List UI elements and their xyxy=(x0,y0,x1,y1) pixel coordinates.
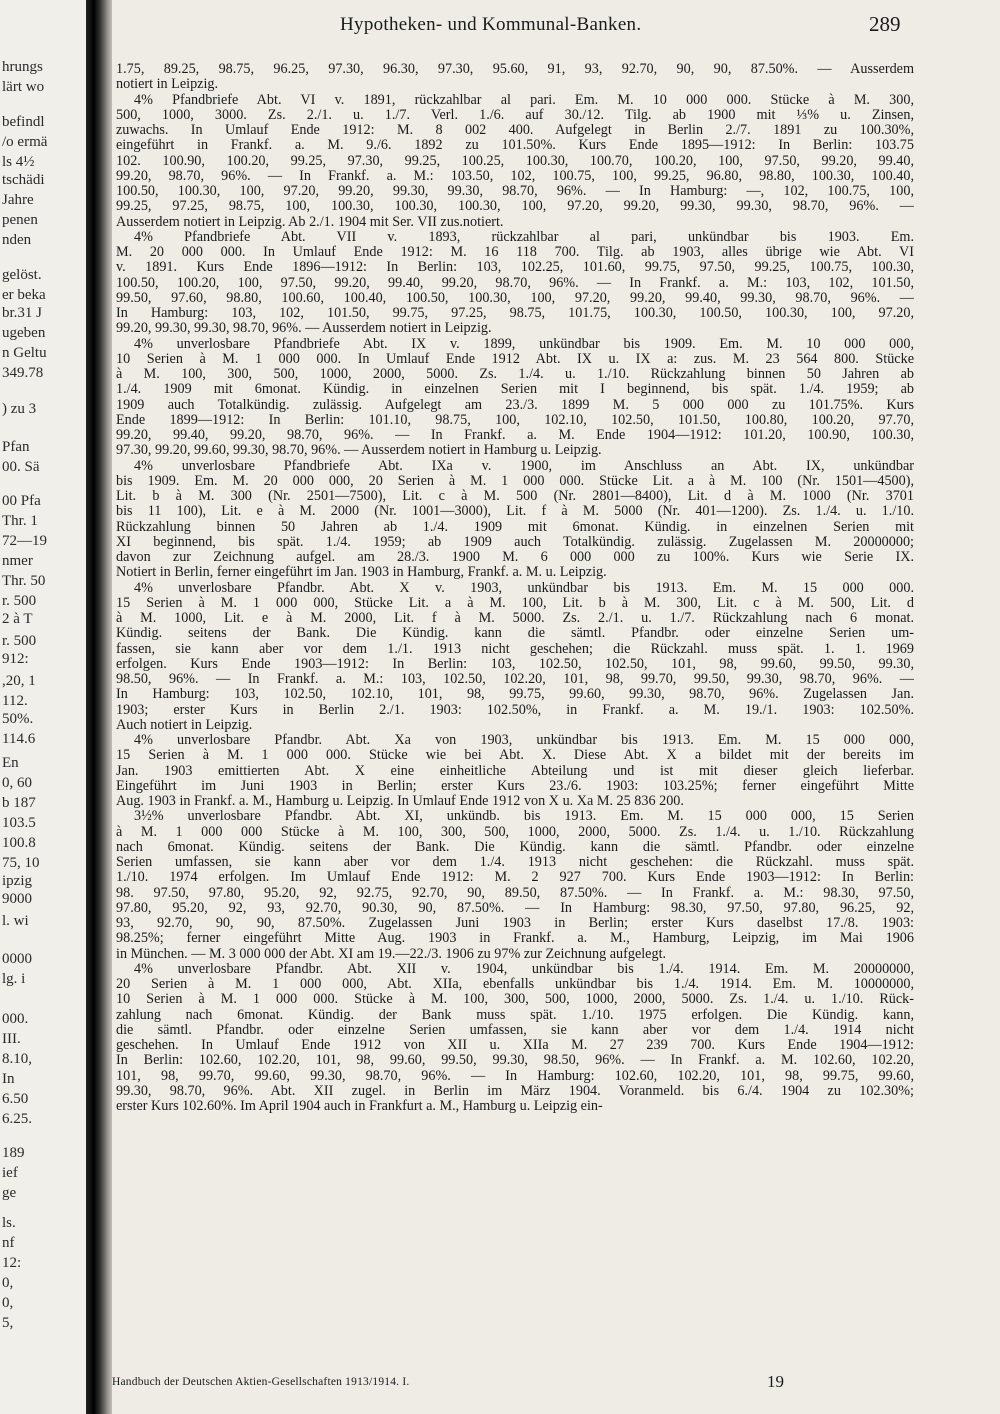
text-line: 20 Serien à M. 1 000 000, Abt. XIIa, ebenfalls unkündbar bis 1./4. 1914. Em. M. 10000000, xyxy=(116,977,914,992)
left-margin-fragment: 0, xyxy=(2,1295,14,1311)
paragraph xyxy=(116,809,914,962)
text-line: à M. 1 000 000 Stücke à M. 100, 300, 500, 1000, 2000, 5000. Zs. 1./4. u. 1./10. Rückzahlung xyxy=(116,824,914,840)
left-margin-fragment: 72—19 xyxy=(2,533,47,549)
left-margin-fragment: r. 500 xyxy=(2,593,37,609)
text-line: nach 6monat. Kündig. seitens der Bank. Die Kündig. kann die sämtl. Pfandbr. oder einzelne xyxy=(116,839,914,855)
text-line: Lit. b à M. 300 (Nr. 2501—7500), Lit. c à M. 500 (Nr. 2801—8400), Lit. d à M. 1000 (Nr. 3701 xyxy=(116,489,914,504)
paragraph xyxy=(116,733,914,809)
left-margin-fragment: 5, xyxy=(2,1315,14,1331)
page-footer xyxy=(112,1372,912,1394)
left-margin-fragment: 000. xyxy=(2,1011,29,1027)
paragraph xyxy=(116,230,914,337)
text-line: In Berlin: 102.60, 102.20, 101, 98, 99.60, 99.50, 99.30, 98.50, 96%. — In Frankf. a. M. 102.60, 102.20, xyxy=(116,1053,914,1069)
text-line: Kündig. seitens der Bank. Die Kündig. kann die sämtl. Pfandbr. oder einzelne Serien um- xyxy=(116,626,914,642)
left-margin-fragment: lärt wo xyxy=(2,79,45,95)
left-margin-fragment: nden xyxy=(2,232,32,248)
text-line: 99.30, 98.70, 96%. Abt. XII zugel. in Berlin im März 1904. Voranmeld. bis 6./4. 1904 zu 102.30%; xyxy=(116,1083,914,1099)
left-margin-fragment: ugeben xyxy=(2,325,46,341)
left-margin-fragment: 12: xyxy=(2,1255,22,1271)
left-margin-fragment: hrungs xyxy=(2,59,43,75)
left-margin-fragment: 100.8 xyxy=(2,835,36,851)
text-line: 1909 auch Totalkündig. zulässig. Aufgelegt am 23./3. 1899 M. 5 000 000 zu 101.75%. Kurs xyxy=(116,397,914,413)
left-margin-fragment: er beka xyxy=(2,287,46,303)
text-line: 99.20, 99.40, 99.20, 98.70, 96%. — In Frankf. a. M. Ende 1904—1912: 101.20, 100.90, 100.30, xyxy=(116,428,914,443)
text-line: Serien umfassen, sie kann aber vor dem 1./4. 1913 nicht geschehen: die Rückzahl. muss spät. xyxy=(116,855,914,870)
text-line: Aug. 1903 in Frankf. a. M., Hamburg u. Leipzig. In Umlauf Ende 1912 von X u. Xa M. 25 836 200. xyxy=(116,794,684,809)
text-line: Auch notiert in Leipzig. xyxy=(116,717,253,733)
text-line: M. 20 000 000. In Umlauf Ende 1912: M. 16 118 700. Tilg. ab 1903, alles übrige wie Abt. VI xyxy=(116,245,914,260)
text-line: 4% Pfandbriefe Abt. VII v. 1893, rückzahlbar al pari, unkündbar bis 1903. Em. xyxy=(134,229,914,245)
text-line: Eingeführt im Juni 1903 in Berlin; erster Kurs 23./6. 1903: 103.25%; ferner eingeführt Mitte xyxy=(116,778,914,794)
left-margin-fragment: nf xyxy=(2,1235,15,1251)
left-margin-fragment: /o ermä xyxy=(2,134,48,150)
text-line: 97.80, 95.20, 92, 93, 92.70, 90.30, 90, 87.50%. — In Hamburg: 98.30, 97.50, 97.80, 96.25, 92, xyxy=(116,900,914,916)
left-margin-fragment: 103.5 xyxy=(2,815,36,831)
left-margin-fragment: 114.6 xyxy=(2,731,36,747)
text-line: geschehen. In Umlauf Ende 1912 von XII u. XIIa M. 27 239 700. Kurs Ende 1904—1912: xyxy=(116,1038,914,1053)
text-line: Ende 1899—1912: In Berlin: 101.10, 98.75, 100, 102.10, 102.50, 101.50, 100.80, 100.20, 97.70, xyxy=(116,412,914,428)
left-margin-fragment: Thr. 50 xyxy=(2,573,46,589)
left-margin-fragment: Pfan xyxy=(2,439,30,455)
left-margin-fragment: r. 500 xyxy=(2,633,37,649)
text-line: 100.50, 100.30, 100, 97.20, 99.20, 99.30, 99.30, 98.70, 96%. — In Hamburg: —, 102, 100.75, 100, xyxy=(116,184,914,199)
paragraph xyxy=(116,93,914,230)
text-line: erster Kurs 102.60%. Im April 1904 auch in Frankfurt a. M., Hamburg u. Leipzig ein- xyxy=(116,1099,603,1114)
left-margin-fragment: 00 Pfa xyxy=(2,493,41,509)
text-line: fassen, sie kann aber vor dem 1./1. 1913 nicht geschehen; die Rückzahl. muss spät. 1. 1. 1969 xyxy=(116,641,914,657)
text-line: Jan. 1903 emittierten Abt. X eine einheitliche Abteilung und ist mit dieser gleich lieferbar. xyxy=(116,763,914,779)
running-title: Hypotheken- und Kommunal-Banken. xyxy=(340,14,642,35)
text-line: bis 11 100), Lit. e à M. 2000 (Nr. 1001—3000), Lit. f à M. 5000 (Nr. 401—1200). Zs. 1./4. u. 1./10. xyxy=(116,504,914,520)
text-line: 3½% unverlosbare Pfandbr. Abt. XI, unkündb. bis 1913. Em. M. 15 000 000, 15 Serien xyxy=(134,809,914,825)
text-line: 500, 1000, 3000. Zs. 2./1. u. 1./7. Verl. 1./6. auf 30./12. Tilg. ab 1900 mit ⅓% u. Zinsen, xyxy=(116,107,914,123)
footer-title: Handbuch der Deutschen Aktien-Gesellschaften 1913/1914. I. xyxy=(112,1376,410,1388)
signature-mark: 19 xyxy=(767,1372,784,1391)
left-margin-fragment: III. xyxy=(2,1031,21,1047)
text-line: erfolgen. Kurs Ende 1903—1912: In Berlin: 103, 102.50, 102.50, 101, 98, 99.60, 99.50, 99.30, xyxy=(116,656,914,672)
text-line: 4% unverlosbare Pfandbriefe Abt. IX v. 1899, unkündbar bis 1909. Em. M. 10 000 000, xyxy=(134,336,914,352)
page-number: 289 xyxy=(869,12,901,36)
left-margin-fragment: Thr. 1 xyxy=(2,513,38,529)
text-line: 99.20, 99.30, 99.30, 98.70, 96%. — Ausserdem notiert in Leipzig. xyxy=(116,321,492,337)
left-margin-fragment: ief xyxy=(2,1165,18,1181)
text-line: In Hamburg: 103, 102, 101.50, 99.75, 97.25, 98.75, 101.75, 100.30, 100.50, 100.30, 100, 97.20, xyxy=(116,306,914,321)
paragraph xyxy=(116,459,914,581)
left-margin-fragment: 50%. xyxy=(2,711,34,727)
text-line: notiert in Leipzig. xyxy=(116,77,219,93)
left-margin-fragment: 912: xyxy=(2,651,29,667)
left-margin-fragment: tschädi xyxy=(2,172,45,188)
left-margin-fragment: 2 à T xyxy=(2,611,33,627)
left-margin-fragment: ipzig xyxy=(2,873,32,889)
text-line: 1./10. 1974 erfolgen. Im Umlauf Ende 1912: M. 2 927 700. Kurs Ende 1903—1912: In Berlin: xyxy=(116,870,914,886)
book-page xyxy=(112,0,1000,1414)
text-line: à M. 1000, Lit. e à M. 2000, Lit. f à M. 5000. Zs. 2./1. u. 1./7. Rückzahlung nach 6 monat. xyxy=(116,611,914,626)
text-line: 15 Serien à M. 1 000 000. Stücke wie bei Abt. X. Diese Abt. X a bildet mit der bereits im xyxy=(116,748,914,764)
text-line: 98. 97.50, 97.80, 95.20, 92, 92.75, 92.70, 90, 89.50, 87.50%. — In Frankf. a. M.: 98.30, 97.50, xyxy=(116,885,914,901)
left-margin-fragment: ls 4½ xyxy=(2,154,35,170)
paragraph xyxy=(116,62,914,93)
text-line: davon zur Zeichnung aufgel. am 28./3. 1900 M. 6 000 000 zu 100%. Kurs wie Serie IX. xyxy=(116,550,914,565)
left-margin-fragment: 9000 xyxy=(2,891,32,907)
text-line: eingeführt in Frankf. a. M. 9./6. 1892 zu 101.50%. Kurs Ende 1895—1912: In Berlin: 103.75 xyxy=(116,138,914,154)
left-margin-fragment: 112. xyxy=(2,693,28,709)
text-line: in München. — M. 3 000 000 der Abt. XI am 19.—22./3. 1906 zu 97% zur Zeichnung aufgelegt. xyxy=(116,946,667,962)
left-margin-fragment: n Geltu xyxy=(2,345,47,361)
left-margin-fragment: ) zu 3 xyxy=(2,401,37,417)
left-margin-fragment: In xyxy=(2,1071,15,1087)
text-line: 10 Serien à M. 1 000 000. In Umlauf Ende 1912 Abt. IX u. IX a: zus. M. 23 564 800. Stücke xyxy=(116,351,914,367)
left-margin-fragment: ls. xyxy=(2,1215,16,1231)
paragraph xyxy=(116,581,914,734)
text-line: die sämtl. Pfandbr. oder einzelne Serien umfassen, sie kann aber vor dem 1./4. 1914 nicht xyxy=(116,1022,914,1038)
body-text xyxy=(116,62,914,1114)
text-line: XI beginnend, bis spät. 1./4. 1959; ab 1909 auch Totalkündig. zulässig. Zugelassen M. 20000000; xyxy=(116,534,914,550)
left-margin-fragment: Jahre xyxy=(2,192,34,208)
text-line: bis 1909. Em. M. 20 000 000, 20 Serien à M. 1 000 000. Stücke Lit. a à M. 100 (Nr. 1501—4500), xyxy=(116,473,914,489)
text-line: 99.20, 98.70, 96%. — In Frankf. a. M.: 103.50, 102, 100.75, 100, 99.25, 96.80, 98.80, 100.30, 100.40, xyxy=(116,168,914,184)
page-header xyxy=(112,14,912,44)
text-line: In Hamburg: 103, 102.50, 102.10, 101, 98, 99.75, 99.60, 99.30, 98.70, 96%. Zugelassen Jan. xyxy=(116,687,914,703)
left-margin-fragment: 6.25. xyxy=(2,1111,32,1127)
text-line: 98.50, 96%. — In Frankf. a. M.: 103, 102.50, 102.20, 101, 98, 99.70, 99.50, 99.30, 98.70, 96%. — xyxy=(116,672,914,687)
text-line: 15 Serien à M. 1 000 000, Stücke Lit. a à M. 100, Lit. b à M. 300, Lit. c à M. 500, Lit. d xyxy=(116,595,914,611)
text-line: 4% unverlosbare Pfandbriefe Abt. IXa v. 1900, im Anschluss an Abt. IX, unkündbar xyxy=(134,458,914,474)
left-margin-fragment: b 187 xyxy=(2,795,36,811)
left-margin-fragment: 349.78 xyxy=(2,365,44,381)
text-line: 101, 98, 99.70, 99.60, 99.30, 98.70, 96%. — In Hamburg: 102.60, 102.20, 101, 98, 99.75, 99.60, xyxy=(116,1068,914,1084)
text-line: zahlung nach 6monat. Kündig. der Bank muss spät. 1./10. 1975 erfolgen. Die Kündig. kann, xyxy=(116,1007,914,1023)
text-line: 99.25, 97.25, 98.75, 100, 100.30, 100.30, 100.30, 100, 97.20, 99.20, 99.30, 99.30, 98.70, 96%. — xyxy=(116,199,914,215)
text-line: v. 1891. Kurs Ende 1896—1912: In Berlin: 103, 102.25, 101.60, 99.75, 97.50, 99.25, 100.75, 100.30, xyxy=(116,260,914,276)
paragraph xyxy=(116,962,914,1115)
left-margin-fragment: lg. i xyxy=(2,971,26,987)
text-line: 4% unverlosbare Pfandbr. Abt. Xa von 1903, unkündbar bis 1913. Em. M. 15 000 000, xyxy=(134,733,914,748)
text-line: 100.50, 100.20, 100, 97.50, 99.20, 99.40, 99.20, 98.70, 96%. — In Frankf. a. M.: 103, 102, 101.50, xyxy=(116,275,914,291)
text-line: zuwachs. In Umlauf Ende 1912: M. 8 002 400. Aufgelegt in Berlin 2./7. 1891 zu 100.30%, xyxy=(116,123,914,138)
left-margin-fragment: 0, xyxy=(2,1275,14,1291)
left-margin-fragment: penen xyxy=(2,212,38,228)
left-margin-fragment: 0000 xyxy=(2,951,32,967)
text-line: 4% unverlosbare Pfandbr. Abt. XII v. 1904, unkündbar bis 1./4. 1914. Em. M. 20000000, xyxy=(134,961,914,977)
text-line: 97.30, 99.20, 99.60, 99.30, 98.70, 96%. — Ausserdem notiert in Hamburg u. Leipzig. xyxy=(116,443,602,459)
left-margin-fragment: befindl xyxy=(2,114,45,130)
text-line: à M. 100, 300, 500, 1000, 2000, 5000. Zs. 1./4. u. 1./10. Rückzahlung binnen 50 Jahren ab xyxy=(116,367,914,382)
left-margin-fragment: 6.50 xyxy=(2,1091,29,1107)
text-line: 1./4. 1909 mit 6monat. Kündig. in einzelnen Serien mit I beginnend, bis spät. 1./4. 1959; ab xyxy=(116,382,914,398)
text-line: 98.25%; ferner eingeführt Mitte Aug. 1903 in Frankf. a. M., Hamburg, Leipzig, im Mai 1906 xyxy=(116,931,914,947)
left-margin-fragment: 75, 10 xyxy=(2,855,40,871)
text-line: 4% Pfandbriefe Abt. VI v. 1891, rückzahlbar al pari. Em. M. 10 000 000. Stücke à M. 300, xyxy=(134,92,914,108)
text-line: 102. 100.90, 100.20, 99.25, 97.30, 99.25, 100.25, 100.30, 100.70, 100.20, 100, 97.50, 99.20, 99.40, xyxy=(116,153,914,169)
text-line: 99.50, 97.60, 98.80, 100.60, 100.40, 100.50, 100.30, 100, 97.20, 99.20, 99.40, 99.30, 98.70, 96%. — xyxy=(116,290,914,306)
left-margin-fragment: 189 xyxy=(2,1145,25,1161)
left-margin-fragment: 8.10, xyxy=(2,1051,32,1067)
left-margin-fragment: gelöst. xyxy=(2,267,42,283)
text-line: 1.75, 89.25, 98.75, 96.25, 97.30, 96.30, 97.30, 95.60, 91, 93, 92.70, 90, 90, 87.50%. — Ausserdem xyxy=(116,62,914,77)
text-line: 1903; erster Kurs in Berlin 2./1. 1903: 102.50%, in Frankf. a. M. 19./1. 1903: 102.50%. xyxy=(116,702,914,718)
text-line: Ausserdem notiert in Leipzig. Ab 2./1. 1904 mit Ser. VII zus.notiert. xyxy=(116,214,504,230)
left-neighbour-page-strip xyxy=(0,0,86,1414)
left-margin-fragment: 00. Sä xyxy=(2,459,40,475)
left-margin-fragment: nmer xyxy=(2,553,33,569)
paragraph xyxy=(116,337,914,459)
left-margin-fragment: br.31 J xyxy=(2,305,43,321)
text-line: 93, 92.70, 90, 90, 87.50%. Zugelassen Juni 1903 in Berlin; erster Kurs daselbst 17./8. 1903: xyxy=(116,916,914,931)
left-margin-fragment: l. wi xyxy=(2,913,29,929)
left-margin-fragment: En xyxy=(2,755,19,771)
text-line: 10 Serien à M. 1 000 000. Stücke à M. 100, 300, 500, 1000, 2000, 5000. Zs. 1./4. u. 1./10. Rück- xyxy=(116,992,914,1008)
text-line: Rückzahlung binnen 50 Jahren ab 1./4. 1909 mit 6monat. Kündig. in einzelnen Serien mit xyxy=(116,519,914,535)
left-margin-fragment: 0, 60 xyxy=(2,775,32,791)
left-margin-fragment: ,20, 1 xyxy=(2,673,36,689)
text-line: 4% unverlosbare Pfandbr. Abt. X v. 1903, unkündbar bis 1913. Em. M. 15 000 000. xyxy=(134,580,914,596)
text-line: Notiert in Berlin, ferner eingeführt im Jan. 1903 in Hamburg, Frankf. a. M. u. Leipzig. xyxy=(116,565,607,581)
left-margin-fragment: ge xyxy=(2,1185,17,1201)
